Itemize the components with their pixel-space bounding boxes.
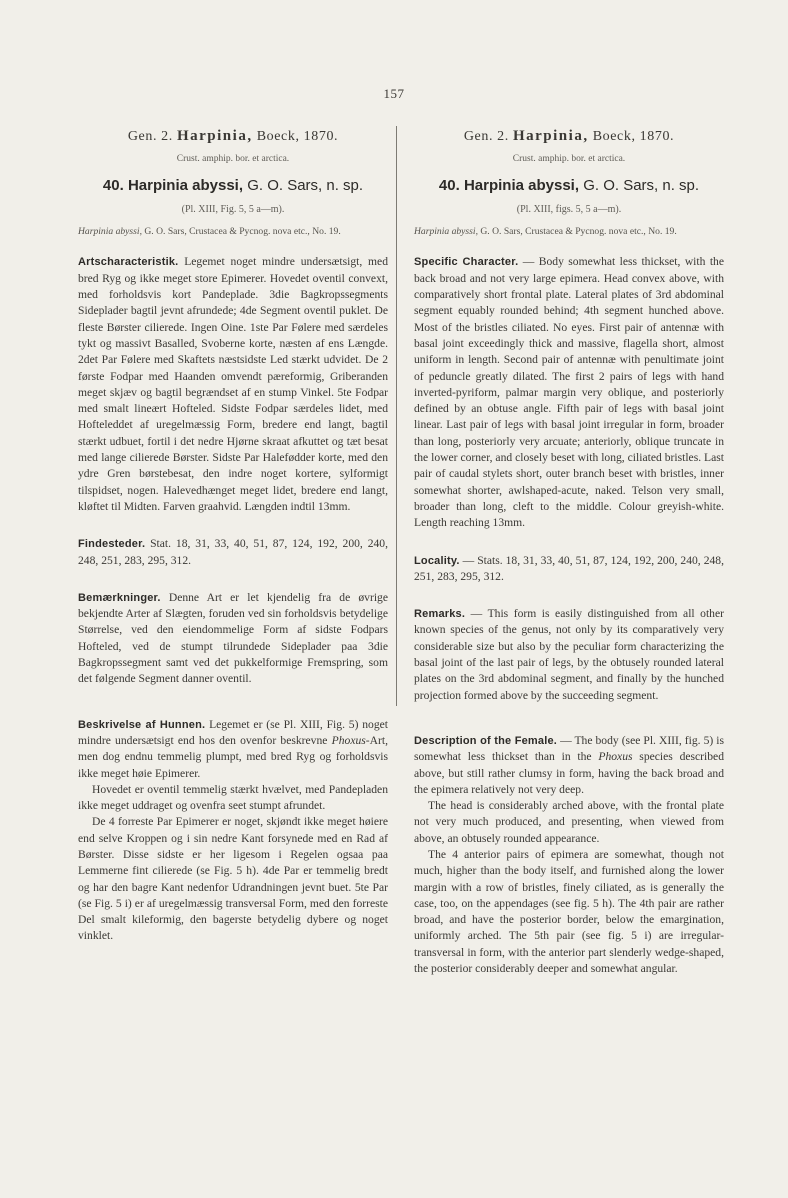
species-author: G. O. Sars, n. sp.	[583, 176, 700, 194]
crust-reference: Crust. amphip. bor. et arctica.	[512, 154, 626, 165]
description-genus-italic: Phoxus	[598, 750, 633, 764]
characteristics-text: — Body somewhat less thickset, with the back broad and not very large epimera. Head convex above, with comparatively short frontal plate. Lateral plates of 3rd abdominal segment equably rounded behind; 4th segment hunched above. Most of the bristles ciliated. No eyes. First pair of antennæ with basal joint exceedingly thick and massive, flagella short, almost uniform in length. Second pair of antennæ with penultimate joint of peduncle greatly dilated. The first 2 pairs of legs with hand inverted-pyriform, palmar margin very oblique, and posteriorly defined by an obtuse angle. Fifth pair of legs with basal joint linear. Last pair of legs with basal joint irregular in form, broader than long, posteriorly very arcuate; anteriorly, oblique truncate in the lower corner, and closely beset with long, ciliated bristles. Last pair of caudal stylets short, outer branch beset with bristles, inner somewhat shorter, awlshaped-acute, naked. Telson very small, broader than long, cleft to the middle. Colour greyish-white. Length reaching 13mm.	[414, 255, 724, 530]
description-paragraph-3: De 4 forreste Par Epimerer er noget, skjøndt ikke meget høiere end selve Kroppen og i sin nedre Kant forsynede med en Rad af Børster. Disse sidste er her ligesom i Regelen ogsaa paa Lemmerne fint cilierede (se Fig. 5 h). 4de Par er temmelig bredt og har den bagre Kant nedenfor Udrandningen jevnt buet. 5te Par (se Fig. 5 i) er af uregelmæssig transversal Form, med den forreste Del smalt kileformig, den bagerste betydelig dybere og noget vinklet.	[78, 815, 388, 943]
description-text-a: — The body (see Pl. XIII, fig. 5) is somewhat less thickset than in the	[414, 733, 724, 764]
description-heading: Description of the Female.	[414, 734, 558, 747]
characteristics-text: Legemet noget mindre undersætsigt, med bred Ryg og ikke meget store Epimerer. Hovedet oventil convext, med forholdsvis kort Pandeplade. 3die Bagkropssegments Sideplader bagtil jevnt afrundede; 4de Segment oventil puklet. De fleste Børster cilierede. Ingen Oine. 1ste Par Følere med særdeles tykt og massivt Basalled, Svoberne korte, næsten af ens Længde. 2det Par Følere med Skaftets næstsidste Led stærkt udvidet. De 2 første Fodpar med Haanden omvendt pæreformig, Griberanden meget skjæv og bagtil begrændset af en stump Vinkel. 5te Fodpar med smalt lineært Hofteled. Sidste Fodpar særdeles lidet, med Hofteleddet af uregelmæssig Form, bredere end langt, bagtil stærkt udbuet, fortil i det nedre Hjørne skraat afkuttet og tæt besat med lange cilierede Børster. Sidste Par Halefødder korte, med den ydre Gren børstebesat, den indre noget kortere, sylformigt tilspidset, nogen. Halevedhænget meget lidet, bredere end langt, kløftet til Midten. Farven graahvid. Længden indtil 13mm.	[78, 255, 388, 513]
species-title	[414, 178, 724, 194]
left-column	[78, 128, 388, 945]
column-divider	[396, 126, 397, 706]
right-column	[414, 128, 724, 977]
locality-text: — Stats. 18, 31, 33, 40, 51, 87, 124, 192, 200, 240, 248, 251, 283, 295, 312.	[414, 553, 724, 583]
synonym-name: Harpinia abyssi,	[414, 226, 478, 238]
description-genus-italic: Phoxus	[331, 733, 366, 747]
genus-author: Boeck, 1870.	[256, 129, 339, 144]
locality-heading: Locality.	[414, 554, 460, 567]
description-heading: Beskrivelse af Hunnen.	[78, 718, 206, 731]
synonym-citation: G. O. Sars, Crustacea & Pycnog. nova etc., No. 19.	[141, 226, 341, 238]
species-number: 40.	[438, 176, 460, 194]
species-title	[78, 178, 388, 194]
species-name: Harpinia abyssi,	[463, 176, 580, 194]
genus-prefix: Gen. 2.	[127, 129, 173, 144]
remarks-heading: Bemærkninger.	[78, 591, 161, 604]
page-number: 157	[383, 86, 405, 101]
remarks-text: — This form is easily distinguished from all other known species of the genus, not only by its comparatively very considerable size but also by the peculiar form characterizing the basal joint of the last pair of legs, by the obtusely rounded lateral plates on the 3rd abdominal segment, and finally by the hunched projection formed above by the succeeding segment.	[414, 607, 724, 702]
description-paragraph-2: The head is considerably arched above, with the frontal plate not very much produced, and presenting, when viewed from above, an obtusely rounded appearance.	[414, 799, 724, 845]
species-name: Harpinia abyssi,	[127, 176, 244, 194]
description-text-a: Legemet er (se Pl. XIII, Fig. 5) noget mindre undersætsigt end hos den ovenfor beskrevne	[78, 717, 388, 747]
plate-reference: (Pl. XIII, Fig. 5, 5 a—m).	[181, 203, 285, 215]
genus-heading	[414, 128, 724, 145]
description-text-b: species described above, but still rather clumsy in form, having the back broad and the epimera relatively not very deep.	[414, 750, 725, 796]
genus-author: Boeck, 1870.	[592, 129, 675, 144]
remarks-heading: Remarks.	[414, 608, 466, 621]
genus-prefix: Gen. 2.	[463, 129, 509, 144]
remarks-paragraph	[78, 590, 388, 688]
description-paragraph-1	[78, 717, 388, 782]
locality-heading: Findesteder.	[78, 538, 146, 551]
species-author: G. O. Sars, n. sp.	[247, 176, 364, 194]
synonym-line	[414, 224, 724, 240]
remarks-text: Denne Art er let kjendelig fra de øvrige bekjendte Arter af Slægten, foruden ved sin forholdsvis betydelige Størrelse, ved den eiendommelige Form af sidste Fodpars Hofteled, ved de stumpt tilrundede Sideplader paa 3die Bagkropssegment samt ved det pukkelformige Fremspring, som det følgende Segment danner oventil.	[78, 590, 388, 686]
locality-paragraph	[78, 536, 388, 569]
synonym-name: Harpinia abyssi,	[78, 226, 142, 238]
plate-reference: (Pl. XIII, figs. 5, 5 a—m).	[516, 203, 622, 215]
remarks-paragraph	[414, 606, 724, 704]
description-paragraph-2: Hovedet er oventil temmelig stærkt hvælvet, med Pandepladen ikke meget uddraget og ovenfra seet stumpt afrundet.	[78, 782, 388, 813]
locality-paragraph	[414, 553, 724, 586]
locality-text: Stat. 18, 31, 33, 40, 51, 87, 124, 192, 200, 240, 248, 251, 283, 295, 312.	[78, 537, 388, 567]
synonym-citation: G. O. Sars, Crustacea & Pycnog. nova etc., No. 19.	[477, 226, 677, 238]
characteristics-heading: Artscharacteristik.	[78, 256, 179, 269]
characteristics-paragraph	[414, 254, 724, 531]
description-text-b: -Art, men dog endnu temmelig plumpt, med bred Ryg og forholdsvis ikke meget høie Epimerer.	[78, 733, 388, 780]
characteristics-paragraph	[78, 254, 388, 515]
description-paragraph-1	[414, 733, 724, 798]
species-number: 40.	[102, 176, 124, 194]
synonym-line	[78, 224, 388, 240]
description-paragraph-3: The 4 anterior pairs of epimera are somewhat, though not much, higher than the body itself, and furnished along the lower margin with a row of bristles, finely ciliated, as is generally the case, too, on the appendages (see fig. 5 h). The 4th pair are rather broad, and have the posterior border, below the emargination, uniformly arched. The 5th pair (see fig. 5 i) are irregular-transversal in form, with the anterior part slenderly wedge-shaped, the posterior considerably deeper and somewhat angular.	[414, 847, 724, 976]
characteristics-heading: Specific Character.	[414, 256, 519, 269]
crust-reference: Crust. amphip. bor. et arctica.	[176, 154, 290, 165]
genus-name: Harpinia,	[512, 128, 589, 144]
genus-name: Harpinia,	[176, 128, 253, 144]
genus-heading	[78, 128, 388, 145]
